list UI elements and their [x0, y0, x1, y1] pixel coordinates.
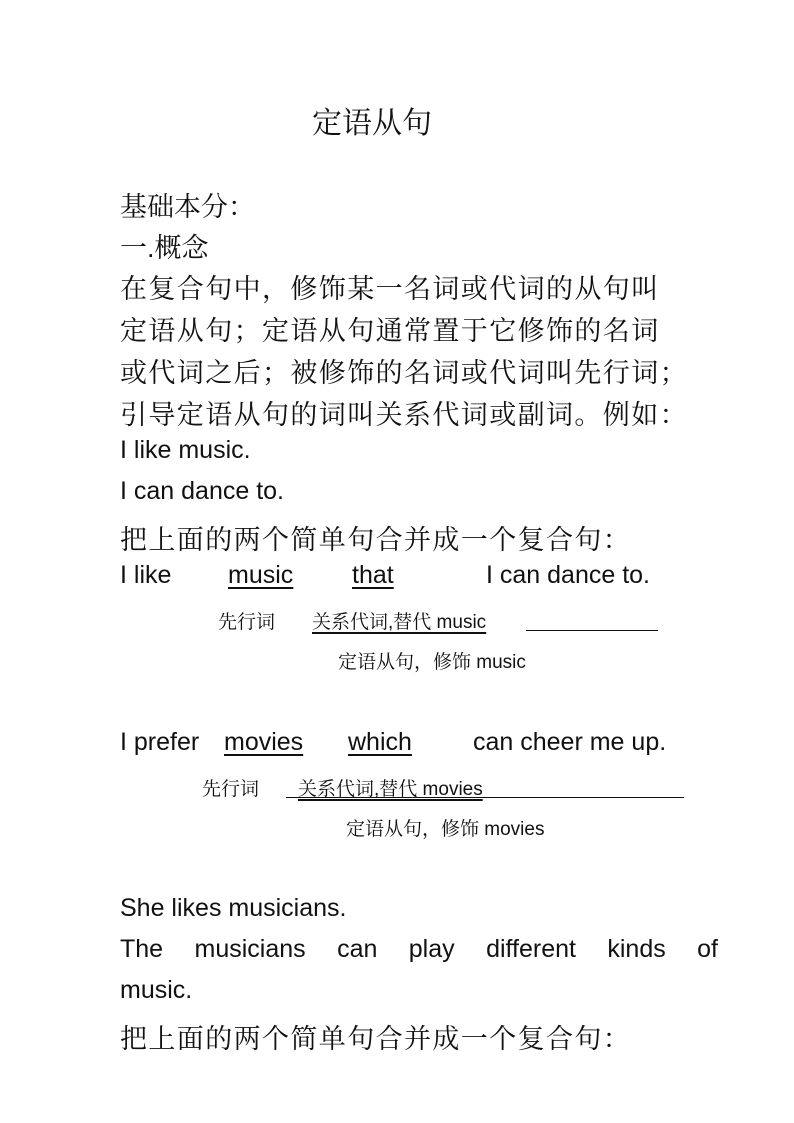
definition-line-2: 定语从句；定语从句通常置于它修饰的名词	[120, 316, 660, 346]
example2-relative-pronoun: which	[348, 728, 412, 756]
example1-sentence-b: I can dance to.	[120, 477, 285, 505]
example1-part-main: I like	[120, 561, 172, 589]
example1-clause-label: 定语从句，修饰 music	[338, 652, 526, 673]
example3-sentence-b-end: music.	[120, 976, 193, 1004]
example1-rule	[526, 630, 658, 631]
example1-antecedent-label: 先行词	[218, 612, 276, 633]
example1-relative-label: 关系代词,替代 music	[312, 612, 487, 633]
section-heading: 基础本分：	[120, 192, 255, 222]
word: can	[337, 935, 378, 963]
definition-line-1: 在复合句中，修饰某一名词或代词的从句叫	[120, 274, 660, 304]
example1-clause: I can dance to.	[486, 561, 651, 589]
example2-antecedent-label: 先行词	[202, 779, 260, 800]
example2-rule	[286, 797, 684, 798]
subsection-heading: 一.概念	[120, 233, 209, 263]
word: of	[697, 935, 718, 963]
word: different	[486, 935, 576, 963]
example1-combine-prompt: 把上面的两个简单句合并成一个复合句：	[120, 525, 632, 555]
example2-part-main: I prefer	[120, 728, 200, 756]
example2-relative-label: 关系代词,替代 movies	[298, 779, 483, 800]
example2-clause-label: 定语从句，修饰 movies	[346, 819, 545, 840]
example1-sentence-a: I like music.	[120, 436, 251, 464]
example1-relative-pronoun: that	[352, 561, 394, 589]
word: play	[408, 935, 455, 963]
example3-combine-prompt: 把上面的两个简单句合并成一个复合句：	[120, 1024, 632, 1054]
word: kinds	[607, 935, 666, 963]
word: The	[120, 935, 164, 963]
definition-line-3: 或代词之后；被修饰的名词或代词叫先行词；	[120, 358, 688, 388]
example1-antecedent: music	[228, 561, 294, 589]
example2-antecedent: movies	[224, 728, 304, 756]
example3-sentence-b	[120, 935, 718, 964]
word: musicians	[194, 935, 306, 963]
example2-clause: can cheer me up.	[473, 728, 667, 756]
example3-sentence-a: She likes musicians.	[120, 894, 347, 922]
definition-line-4: 引导定语从句的词叫关系代词或副词。例如：	[120, 400, 688, 430]
page-title: 定语从句	[312, 107, 432, 140]
